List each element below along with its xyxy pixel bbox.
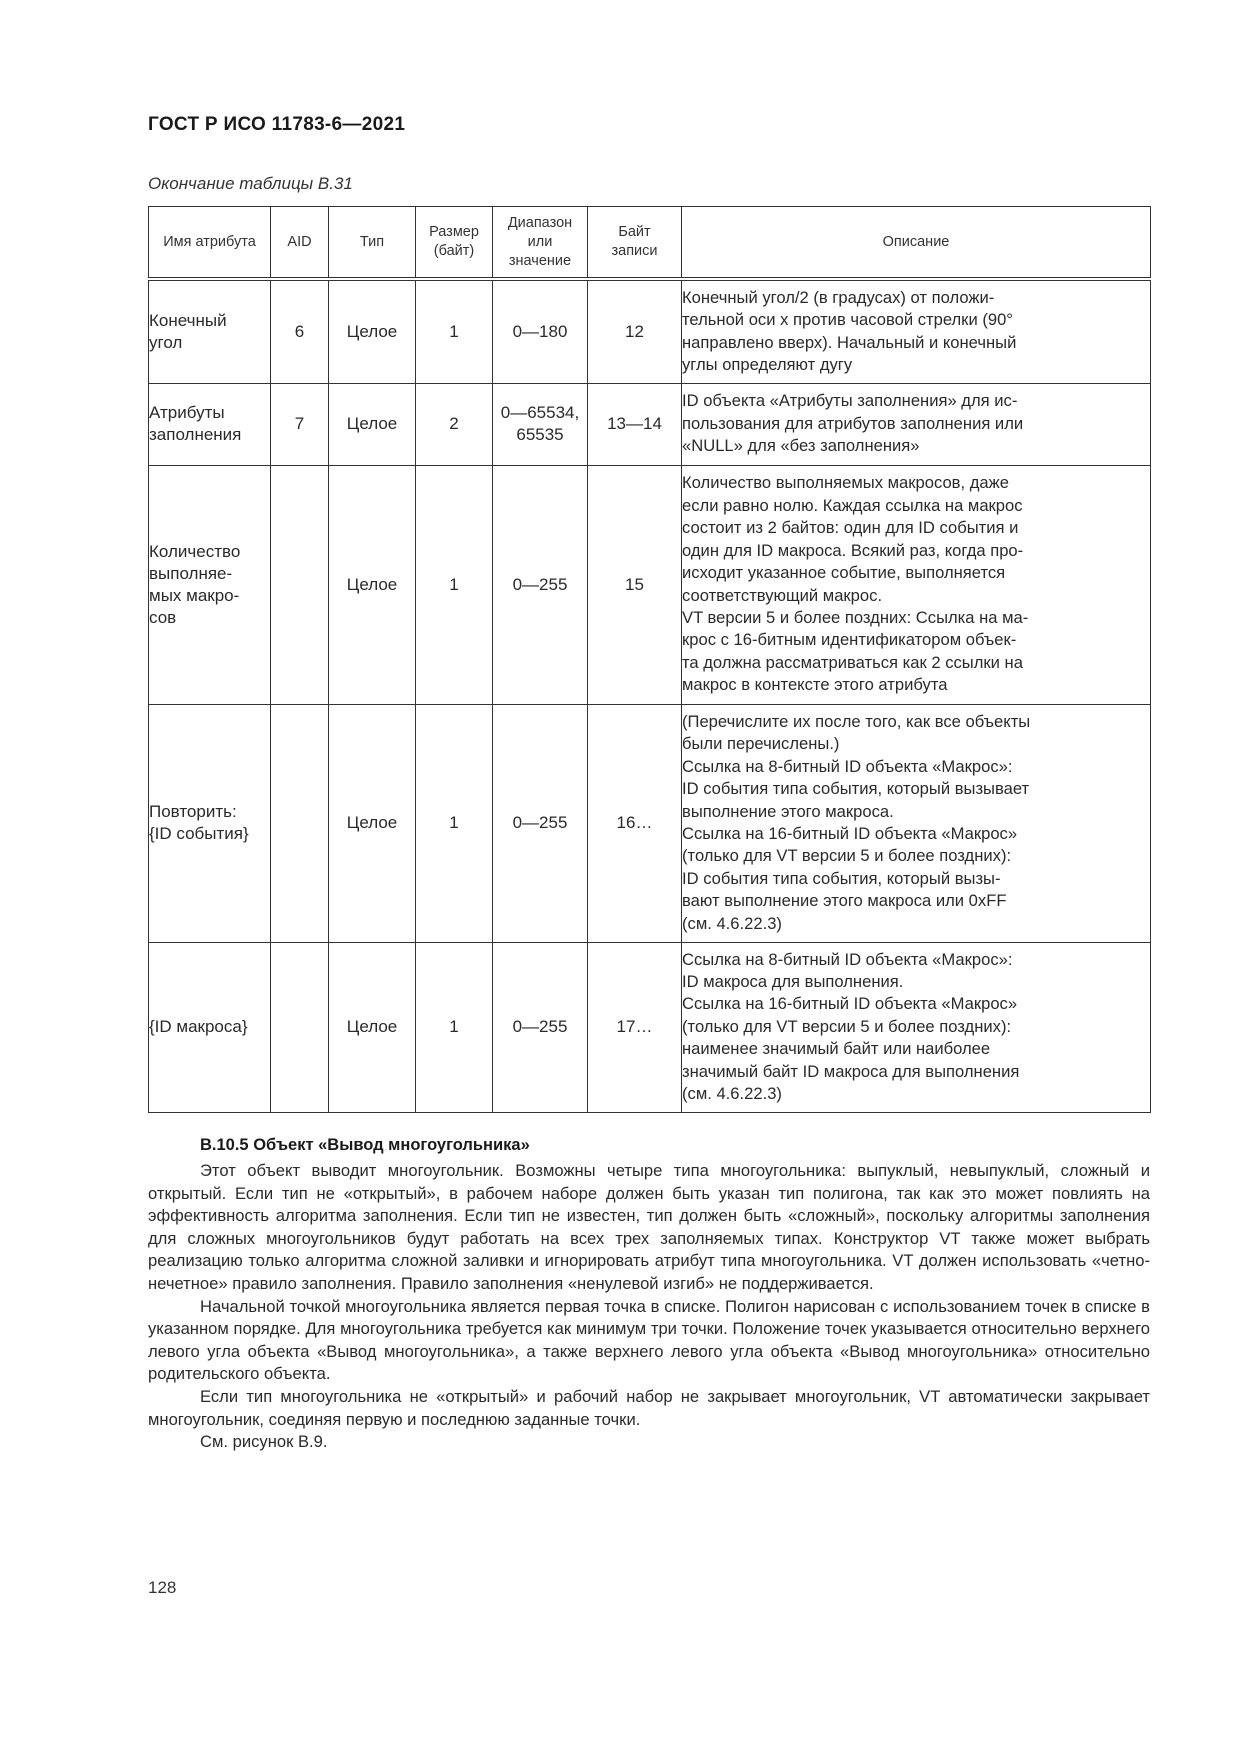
cell-bytes: 16…: [588, 704, 682, 942]
cell-aid: 6: [271, 279, 329, 383]
section-title: В.10.5 Объект «Вывод многоугольника»: [200, 1136, 530, 1154]
cell-range: 0—255: [493, 465, 588, 704]
attribute-table: [148, 206, 1151, 1113]
cell-range: 0—255: [493, 942, 588, 1112]
cell-bytes: 13—14: [588, 383, 682, 465]
cell-size: 1: [416, 465, 493, 704]
cell-range: 0—65534, 65535: [493, 383, 588, 465]
cell-bytes: 12: [588, 279, 682, 383]
table-row: [149, 279, 1151, 383]
cell-description: (Перечислите их после того, как все объекты были перечислены.) Ссылка на 8-битный ID объекта «Макрос»: ID события типа события, который вызывает выполнение этого макроса. Ссылка на 16-битный ID объекта «Макрос» (только для VT версии 5 и более поздних): ID события типа события, который вызы- вают выполнение этого макроса или 0xFF (см. 4.6.22.3): [682, 704, 1151, 942]
cell-name: Атрибуты заполнения: [149, 383, 271, 465]
cell-size: 1: [416, 942, 493, 1112]
cell-aid: [271, 704, 329, 942]
table-row: [149, 704, 1151, 942]
column-header-aid: AID: [271, 207, 329, 280]
cell-description: ID объекта «Атрибуты заполнения» для ис- пользования для атрибутов заполнения или «NULL» для «без заполнения»: [682, 383, 1151, 465]
cell-size: 1: [416, 279, 493, 383]
table-row: [149, 465, 1151, 704]
cell-aid: [271, 465, 329, 704]
section-body: [148, 1160, 1150, 1454]
column-header-size: Размер (байт): [416, 207, 493, 280]
column-header-bytes: Байт записи: [588, 207, 682, 280]
cell-name: Количество выполняе- мых макро- сов: [149, 465, 271, 704]
table-header-row: [149, 207, 1151, 280]
paragraph: См. рисунок В.9.: [200, 1432, 328, 1452]
cell-type: Целое: [329, 465, 416, 704]
cell-description: Ссылка на 8-битный ID объекта «Макрос»: ID макроса для выполнения. Ссылка на 16-битный ID объекта «Макрос» (только для VT версии 5 и более поздних): наименее значимый байт или наиболее значимый байт ID макроса для выполнения (см. 4.6.22.3): [682, 942, 1151, 1112]
page-number: 128: [148, 1578, 177, 1597]
cell-description: Конечный угол/2 (в градусах) от положи- тельной оси x против часовой стрелки (90° направлено вверх). Начальный и конечный углы определяют дугу: [682, 279, 1151, 383]
cell-description: Количество выполняемых макросов, даже если равно нолю. Каждая ссылка на макрос состоит из 2 байтов: один для ID события и один для ID макроса. Всякий раз, когда про- исходит указанное событие, выполняется соответствующий макрос. VT версии 5 и более поздних: Ссылка на ма- крос с 16-битным идентификатором объек- та должна рассматриваться как 2 ссылки на макрос в контексте этого атрибута: [682, 465, 1151, 704]
cell-aid: [271, 942, 329, 1112]
cell-type: Целое: [329, 279, 416, 383]
document-header: ГОСТ Р ИСО 11783-6—2021: [148, 114, 406, 135]
cell-size: 2: [416, 383, 493, 465]
column-header-range: Диапазон или значение: [493, 207, 588, 280]
cell-type: Целое: [329, 704, 416, 942]
paragraph: Этот объект выводит многоугольник. Возможны четыре типа многоугольника: выпуклый, невыпуклый, сложный и открытый. Если тип не «открытый», в рабочем наборе должен быть указан тип полигона, так как это может повлиять на эффективность алгоритма заполнения. Если тип не известен, тип должен быть «сложный», поскольку алгоритмы заполнения для сложных многоугольников будут работать на всех трех заполняемых типах. Конструктор VT также может выбрать реализацию только алгоритма сложной заливки и игнорировать атрибут типа многоугольника. VT должен использовать «четно-нечетное» правило заполнения. Правило заполнения «ненулевой изгиб» не поддерживается.: [148, 1161, 1150, 1293]
cell-name: {ID макроса}: [149, 942, 271, 1112]
cell-bytes: 17…: [588, 942, 682, 1112]
table-row: [149, 942, 1151, 1112]
cell-name: Конечный угол: [149, 279, 271, 383]
column-header-name: Имя атрибута: [149, 207, 271, 280]
cell-range: 0—180: [493, 279, 588, 383]
cell-type: Целое: [329, 383, 416, 465]
cell-aid: 7: [271, 383, 329, 465]
paragraph: Начальной точкой многоугольника является первая точка в списке. Полигон нарисован с использованием точек в списке в указанном порядке. Для многоугольника требуется как минимум три точки. Положение точек указывается относительно верхнего левого угла объекта «Вывод многоугольника», а также верхнего левого угла объекта «Вывод многоугольника» относительно родительского объекта.: [148, 1296, 1150, 1384]
table-row: [149, 383, 1151, 465]
table-caption: Окончание таблицы В.31: [148, 174, 353, 193]
cell-bytes: 15: [588, 465, 682, 704]
paragraph: Если тип многоугольника не «открытый» и рабочий набор не закрывает многоугольник, VT автоматически закрывает многоугольник, соединяя первую и последнюю заданные точки.: [148, 1386, 1150, 1429]
cell-range: 0—255: [493, 704, 588, 942]
cell-name: Повторить: {ID события}: [149, 704, 271, 942]
cell-type: Целое: [329, 942, 416, 1112]
cell-size: 1: [416, 704, 493, 942]
column-header-description: Описание: [682, 207, 1151, 280]
column-header-type: Тип: [329, 207, 416, 280]
